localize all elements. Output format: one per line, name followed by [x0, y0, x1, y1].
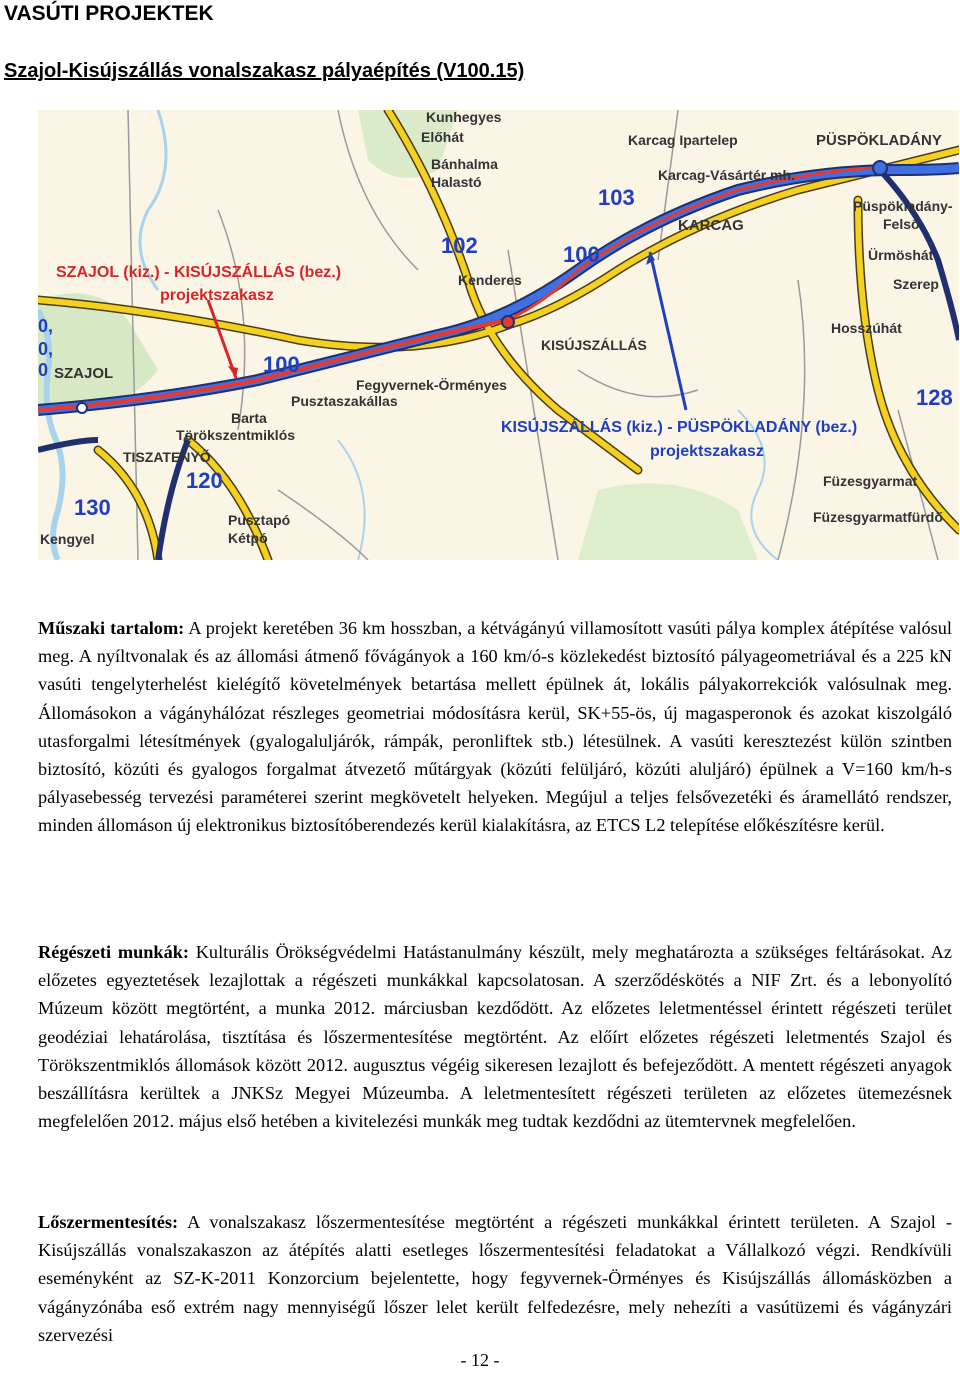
callout-red-title: SZAJOL (kiz.) - KISÚJSZÁLLÁS (bez.): [56, 264, 342, 281]
demining-text: A vonalszakasz lőszermentesítése megtörtént a régészeti munkákkal érintett területen. A Szajol - Kisújszállás vonalszakaszon az átépítés alatti esetleges lőszermentesítési feladatokat a Vállalkozó végzi. Rendkívüli eseményként az SZ-K-2011 Konzorcium bejelentette, hogy fegyvernek-Örményes és Kisújszállás állomásközben a vágányzónába eső extrém nagy mennyiségű lőszer lelet került felfedezésre, mely nehezíti a vasútüzemi és vágányzári szervezési: [38, 1212, 952, 1345]
edge-label: 0,: [38, 339, 54, 359]
place-label: Ürmöshát: [868, 247, 934, 263]
place-label: Szerep: [893, 276, 939, 292]
place-label: Kétpó: [228, 530, 268, 546]
callout-blue-subtitle: projektszakasz: [650, 443, 764, 460]
technical-content-paragraph: [38, 614, 952, 840]
place-label: Pusztapó: [228, 512, 291, 528]
road-number: 128: [916, 385, 953, 410]
technical-content-text: A projekt keretében 36 km hosszban, a kétvágányú villamosított vasúti pálya komplex átépítése valósul meg. A nyíltvonalak és az állomási átmenő fővágányok a 160 km/ó-s közlekedést biztosító pályageometriával és a 225 kN vasúti tengelyterhelést kielégítő követelmények betartása mellett épülnek át, lokális pályakorrekciók valósulnak meg. Állomásokon a vágányhálózat részleges geometriai módosításra kerül, SK+55-ös, új magasperonok és azokat kiszolgáló utasforgalmi létesítmények (gyalogaluljárók, rámpák, peronliftek stb.) létesülnek. A vasúti keresztezést külön szintben biztosító, közúti és gyalogos forgalmat átvezető műtárgyak (közúti felüljáró, közúti aluljáró) épülnek a V=160 km/h-s pályasebesség tervezési paraméterei szerint megkövetelt helyeken. Megújul a teljes felsővezetéki és áramellátó rendszer, minden állomáson új elektronikus biztosítóberendezés kerül kialakításra, az ETCS L2 telepítése előkészítésre kerül.: [38, 618, 952, 836]
demining-label: Lőszermentesítés:: [38, 1212, 179, 1232]
edge-label: 0,: [38, 316, 54, 336]
demining-paragraph: [38, 1208, 952, 1349]
edge-label: 0: [38, 360, 49, 380]
place-label: PÜSPÖKLADÁNY: [816, 132, 942, 149]
place-label: KARCAG: [678, 217, 744, 234]
page-title: VASÚTI PROJEKTEK: [4, 2, 214, 25]
place-label: KISÚJSZÁLLÁS: [541, 337, 647, 353]
place-label: Barta: [231, 410, 267, 426]
archaeology-paragraph: [38, 938, 952, 1135]
road-number: 100: [563, 242, 600, 267]
place-label: Füzesgyarmatfürdő: [813, 509, 943, 525]
place-label: Előhát: [421, 129, 464, 145]
archaeology-text: Kulturális Örökségvédelmi Hatástanulmány készült, mely meghatározta a szükséges feltárásokat. Az előzetes egyeztetések lezajlottak a régészeti munkákkal kapcsolatosan. A szerződéskötés a NIF Zrt. és a lebonyolító Múzeum között megtörtént, a munka 2012. márciusban kezdődött. Az előzetes leletmentéssel érintett régészeti terület geodéziai lehatárolása, tisztítása és lőszermentesítése megtörtént. Az előírt előzetes régészeti leletmentés Szajol és Törökszentmiklós állomások között 2012. augusztus végéig sikeresen lezajlott és befejeződött. A mentett régészeti anyagok beszállításra kerültek a JNKSz Megyei Múzeumba. A leletmentesített régészeti területen az előzetes ütemezésnek megfelelően 2012. május első hetében a kivitelezési munkák meg tudtak kezdődni az ütemtervnek megfelelően.: [38, 942, 952, 1132]
technical-content-label: Műszaki tartalom:: [38, 618, 185, 638]
page-number: - 12 -: [460, 1350, 500, 1370]
place-label: Felső: [883, 216, 920, 232]
callout-red-subtitle: projektszakasz: [160, 287, 274, 304]
station-puspokladany-marker: [873, 161, 887, 175]
place-label: Törökszentmiklós: [176, 427, 296, 443]
place-label: Füzesgyarmat: [823, 473, 918, 489]
place-label: Halastó: [431, 174, 482, 190]
road-number: 100: [263, 352, 300, 377]
place-label: Karcag Ipartelep: [628, 132, 738, 148]
callout-blue-title: KISÚJSZÁLLÁS (kiz.) - PÜSPÖKLADÁNY (bez.): [501, 419, 858, 436]
station-kisujszallas-marker: [502, 316, 514, 328]
road-number: 120: [186, 468, 223, 493]
place-label: Hosszúhát: [831, 320, 902, 336]
place-label: Bánhalma: [431, 156, 498, 172]
road-number: 130: [74, 495, 111, 520]
place-label: SZAJOL: [54, 365, 114, 382]
place-label: Karcag-Vásártér mh.: [658, 167, 795, 183]
archaeology-label: Régészeti munkák:: [38, 942, 189, 962]
road-number: 103: [598, 185, 635, 210]
project-subtitle: Szajol-Kisújszállás vonalszakasz pályaépítés (V100.15): [4, 60, 525, 82]
place-label: TISZATENYŐ: [123, 449, 211, 465]
project-map: [38, 110, 959, 560]
place-label: Kunhegyes: [426, 110, 502, 125]
place-label: Pusztaszakállas: [291, 393, 398, 409]
place-label: Fegyvernek-Örményes: [356, 377, 507, 393]
place-label: Kenderes: [458, 272, 522, 288]
place-label: Püspökladány-: [853, 198, 953, 214]
road-number: 102: [441, 233, 478, 258]
station-szajol-marker: [77, 403, 87, 413]
place-label: Kengyel: [40, 531, 95, 547]
